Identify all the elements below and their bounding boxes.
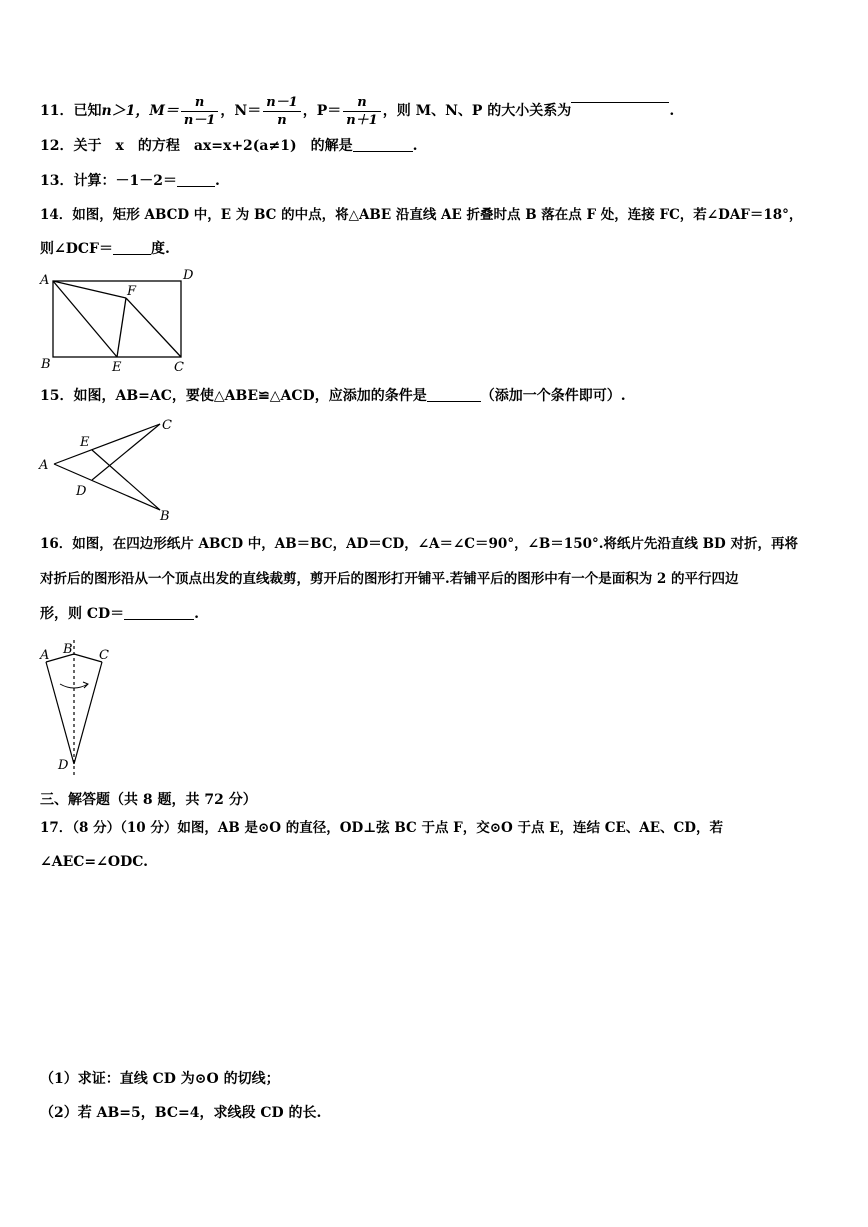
fraction-p-denominator: n＋1 [346, 112, 378, 128]
answer-blank-13[interactable] [177, 172, 215, 187]
q12-end: . [412, 138, 418, 154]
q11-suffix: ，则 M、N、P 的大小关系为 [382, 103, 572, 119]
label-d: D [183, 268, 194, 283]
answer-blank-14[interactable] [113, 240, 151, 255]
q12-text: 12．关于 x 的方程 ax=x+2(a≠1) 的解是 [40, 138, 353, 154]
segment-fc [126, 298, 181, 357]
q11-prefix: 11．已知 [40, 103, 102, 119]
answer-blank-12[interactable] [353, 137, 413, 152]
question-14-line-1: 14．如图，矩形 ABCD 中，E 为 BC 的中点，将△ABE 沿直线 AE 折叠时点 B 落在点 F 处，连接 FC，若∠DAF＝18°， [40, 207, 803, 223]
q13-text: 13．计算：－1－2＝ [40, 173, 177, 189]
question-12 [40, 137, 417, 155]
question-11 [40, 88, 674, 128]
answer-blank-11[interactable] [571, 88, 669, 103]
fraction-n [263, 94, 301, 129]
fraction-m-denominator: n－1 [183, 112, 216, 128]
segment-af [53, 281, 126, 298]
q11-end: . [669, 103, 675, 119]
segment-ae [53, 281, 117, 357]
segment-ad [46, 662, 74, 764]
rectangle-abcd [53, 281, 181, 357]
answer-blank-15[interactable] [427, 387, 481, 402]
label-f: F [127, 284, 137, 299]
q11-p-label: ，P＝ [302, 103, 342, 119]
question-17-line-1: 17．（8 分）（10 分）如图，AB 是⊙O 的直径，OD⊥弦 BC 于点 F，交⊙O 于点 E，连结 CE、AE、CD，若 [40, 820, 723, 836]
label-e: E [80, 435, 90, 450]
label-b: B [41, 357, 51, 372]
fraction-n-denominator: n [277, 112, 287, 128]
q14-line2-post: 度. [150, 241, 170, 257]
fraction-p [343, 94, 381, 129]
question-17-part-2: （2）若 AB=5，BC=4，求线段 CD 的长. [40, 1105, 322, 1121]
segment-ac [54, 424, 160, 464]
question-16-line-2: 对折后的图形沿从一个顶点出发的直线裁剪，剪开后的图形打开铺平.若铺平后的图形中有一个是面积为 2 的平行四边 [40, 571, 739, 587]
question-15 [40, 387, 626, 405]
label-a: A [40, 648, 50, 663]
q14-line2-pre: 则∠DCF＝ [40, 241, 113, 257]
section-3-title: 三、解答题（共 8 题，共 72 分） [40, 792, 257, 808]
figure-14-rectangle [38, 265, 198, 375]
q11-condition: n＞1，M＝ [101, 103, 179, 119]
q13-end: . [214, 173, 220, 189]
segment-bc [74, 654, 102, 662]
segment-eb [92, 450, 160, 510]
question-16-line-1: 16．如图，在四边形纸片 ABCD 中，AB＝BC，AD＝CD，∠A＝∠C＝90°，∠B＝150°.将纸片先沿直线 BD 对折，再将 [40, 536, 798, 552]
segment-dc [92, 424, 160, 480]
segment-fe [117, 298, 126, 357]
figure-15-triangles [36, 412, 186, 524]
q16-line3-post: . [194, 606, 200, 622]
question-13 [40, 172, 220, 190]
label-b: B [160, 509, 170, 524]
label-b: B [63, 642, 73, 657]
label-c: C [174, 360, 184, 375]
label-a: A [40, 273, 50, 288]
fraction-n-numerator: n－1 [263, 94, 301, 112]
label-d: D [76, 484, 87, 499]
q16-line3-pre: 形，则 CD＝ [40, 606, 125, 622]
segment-ab [54, 464, 160, 510]
segment-cd [74, 662, 102, 764]
answer-blank-16[interactable] [124, 605, 194, 620]
q11-n-label: ，N＝ [220, 103, 262, 119]
fraction-m-numerator: n [181, 94, 219, 112]
label-a: A [39, 458, 49, 473]
label-c: C [99, 648, 109, 663]
question-17-part-1: （1）求证：直线 CD 为⊙O 的切线； [40, 1071, 280, 1087]
label-c: C [162, 418, 172, 433]
figure-16-kite [36, 638, 126, 778]
q15-text-post: （添加一个条件即可）. [480, 388, 626, 404]
question-17-line-2: ∠AEC=∠ODC. [40, 854, 148, 870]
label-e: E [112, 360, 122, 375]
label-d: D [58, 758, 69, 773]
q15-text-pre: 15．如图，AB=AC，要使△ABE≌△ACD，应添加的条件是 [40, 388, 427, 404]
question-16-line-3 [40, 605, 199, 623]
question-14-line-2 [40, 240, 170, 258]
fraction-p-numerator: n [343, 94, 381, 112]
fraction-m [181, 94, 219, 129]
